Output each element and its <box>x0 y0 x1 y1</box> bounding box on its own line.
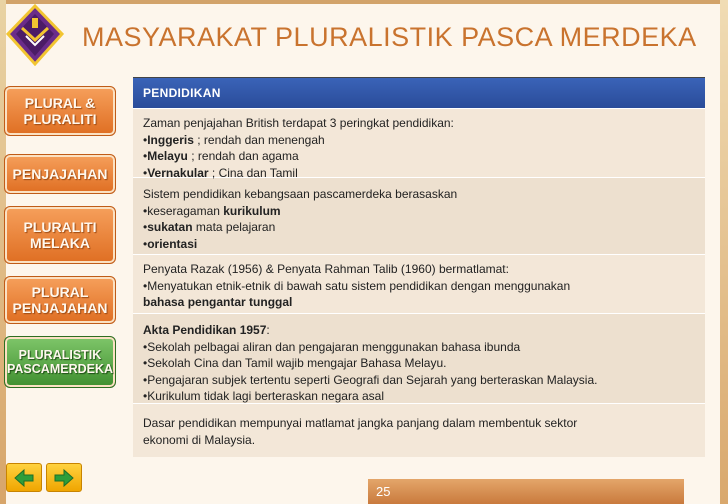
row-text: Sistem pendidikan kebangsaan pascamerdeka berasaskan <box>143 187 458 201</box>
right-arrow-icon <box>53 469 75 487</box>
row-bullet: •keseragaman kurikulum <box>143 203 281 218</box>
row-text: Zaman penjajahan British terdapat 3 peringkat pendidikan: <box>143 116 454 130</box>
page-number-label: 25 <box>376 484 391 499</box>
row-text: Penyata Razak (1956) & Penyata Rahman Talib (1960) bermatlamat: <box>143 262 509 276</box>
nav-pluralistik-pascamerdeka[interactable] <box>4 336 116 388</box>
content-table <box>133 77 705 457</box>
row-bullet: •sukatan mata pelajaran <box>143 220 276 234</box>
table-row <box>133 403 705 457</box>
next-button[interactable] <box>46 463 82 492</box>
table-row <box>133 108 705 180</box>
row-text: ekonomi di Malaysia. <box>143 432 256 447</box>
university-logo <box>6 4 64 66</box>
nav-label: PLURAL & PLURALITI <box>23 94 97 127</box>
right-border <box>720 0 728 504</box>
left-arrow-icon <box>13 469 35 487</box>
row-bullet: •Sekolah pelbagai aliran dan pengajaran menggunakan bahasa ibunda <box>143 339 521 354</box>
row-bullet: •Menyatukan etnik-etnik di bawah satu sistem pendidikan dengan menggunakan <box>143 278 571 293</box>
row-bullet: •Sekolah Cina dan Tamil wajib mengajar Bahasa Melayu. <box>143 356 447 370</box>
page-number <box>368 479 684 504</box>
nav-label: PLURAL PENJAJAHAN <box>12 283 108 316</box>
row-bullet: •orientasi <box>143 236 198 251</box>
nav-label: PLURALITI MELAKA <box>23 218 97 251</box>
table-row <box>133 254 705 313</box>
row-bullet: •Vernakular ; Cina dan Tamil <box>143 165 298 180</box>
row-text: Dasar pendidikan mempunyai matlamat jangka panjang dalam membentuk sektor <box>143 416 578 430</box>
table-header <box>133 78 705 108</box>
row-bullet: •Pengajaran subjek tertentu seperti Geografi dan Sejarah yang berteraskan Malaysia. <box>143 372 598 387</box>
previous-button[interactable] <box>6 463 42 492</box>
top-stripe <box>0 0 728 4</box>
nav-plural-pluraliti[interactable] <box>4 86 116 136</box>
nav-label: PENJAJAHAN <box>12 165 108 182</box>
row-bullet: •Melayu ; rendah dan agama <box>143 149 299 163</box>
row-text: Akta Pendidikan 1957: <box>143 323 270 337</box>
row-bullet: •Kurikulum tidak lagi berteraskan negara asal <box>143 389 384 403</box>
nav-plural-penjajahan[interactable] <box>4 276 116 324</box>
nav-label: PLURALISTIK PASCAMERDEKA <box>6 347 114 376</box>
row-text: bahasa pengantar tunggal <box>143 295 293 309</box>
table-row <box>133 313 705 403</box>
page-title: MASYARAKAT PLURALISTIK PASCA MERDEKA <box>82 22 697 52</box>
row-bullet: •Inggeris ; rendah dan menengah <box>143 132 325 147</box>
table-header-label: PENDIDIKAN <box>143 86 221 100</box>
table-row <box>133 177 705 254</box>
nav-pluraliti-melaka[interactable] <box>4 206 116 264</box>
nav-penjajahan[interactable] <box>4 154 116 194</box>
